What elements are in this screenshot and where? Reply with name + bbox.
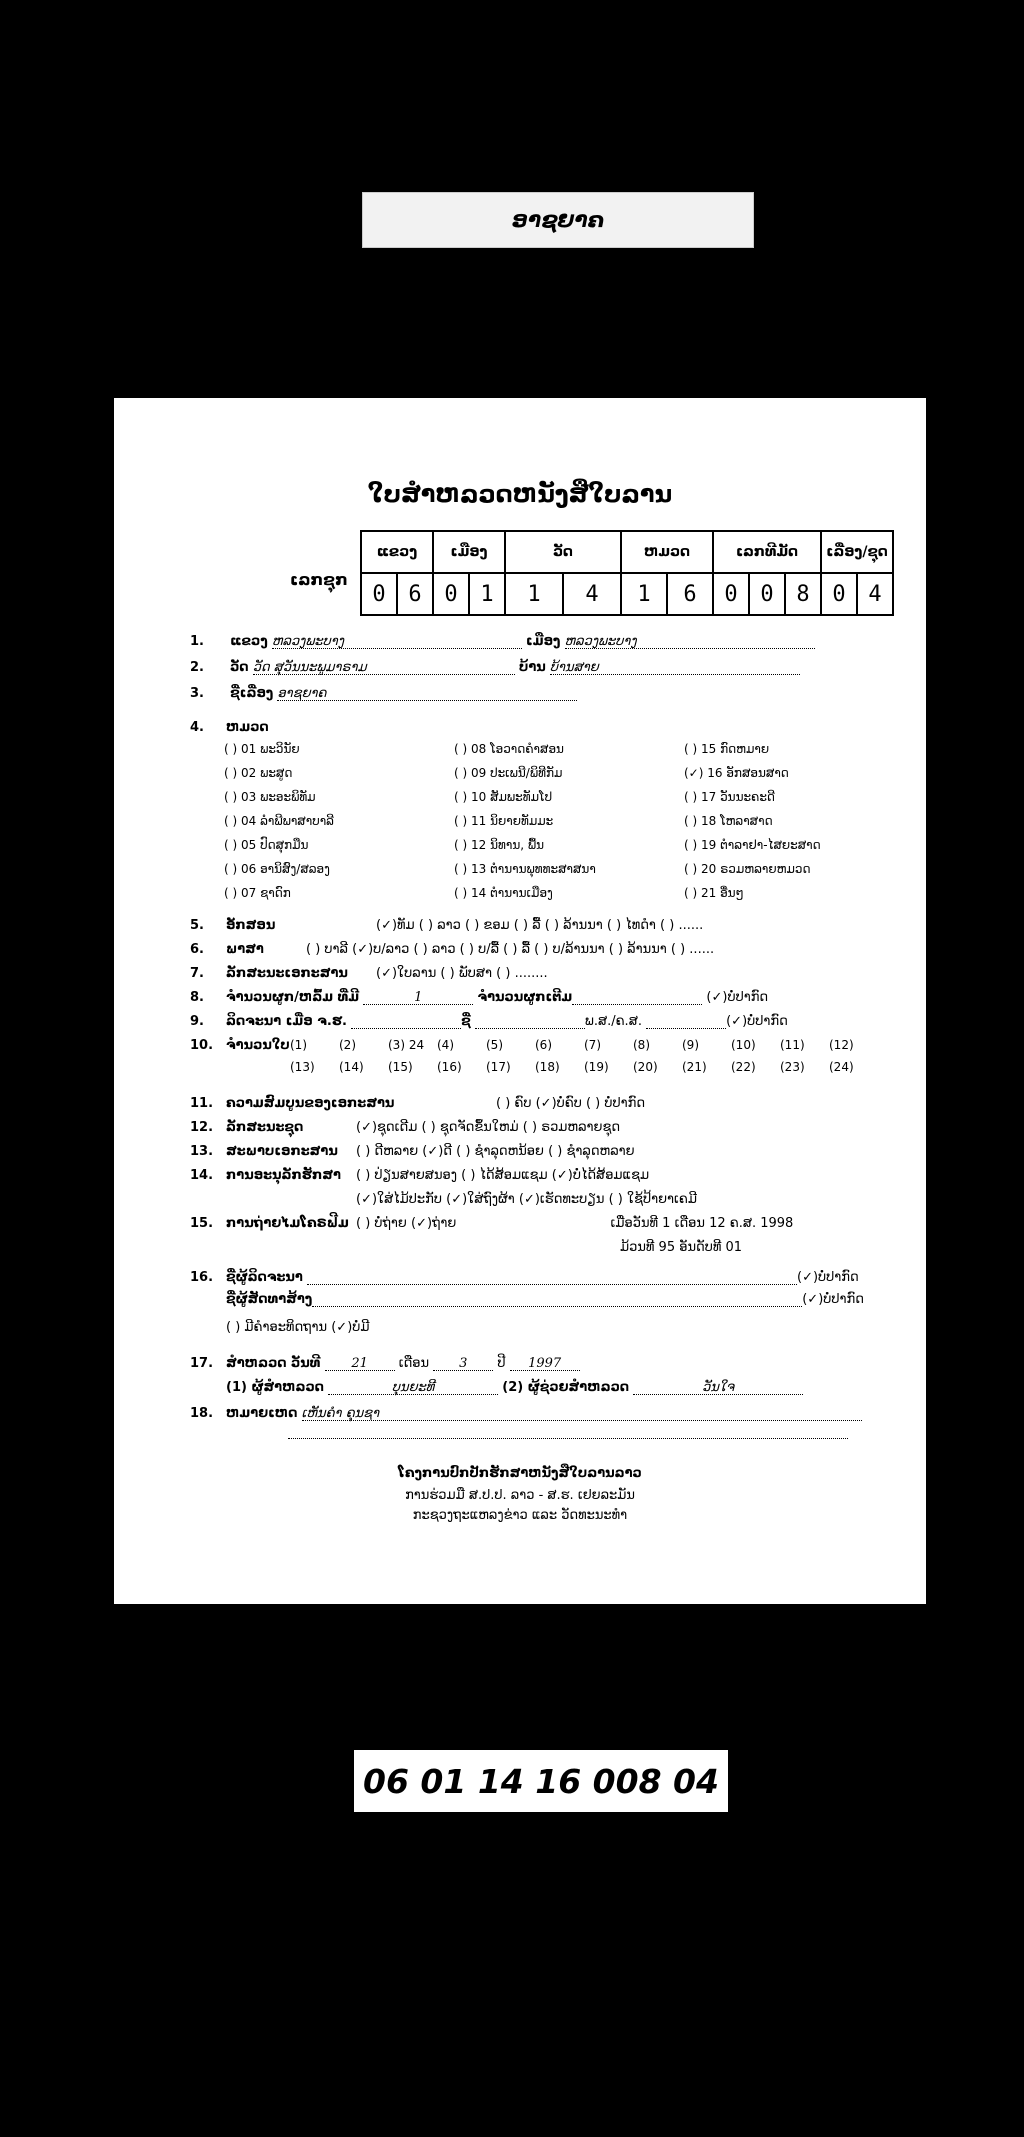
leaf-count-cell: (1) (290, 1038, 307, 1052)
category-item: ( ) 14 ຕຳນານເມືອງ (454, 886, 553, 900)
leaf-count-cell: (10) (731, 1038, 756, 1052)
category-item: ( ) 18 ໂຫລາສາດ (684, 814, 773, 828)
footer-line-1: ໂຄງການປົກປັກຮັກສາຫນັງສືໃບລານລາວ (398, 1466, 642, 1481)
code-digit: 0 (361, 573, 397, 615)
province-value: ຫລວງພະບາງ (272, 634, 522, 649)
code-label: ເລກຊຸກ (290, 570, 348, 589)
code-digit: 4 (563, 573, 621, 615)
line-fascicles: 8. ຈຳນວນຜູກ/ຫລົ້ມ ທີ່ມີ 1 ຈຳນວນຜູກເຕີມ (✓)ບໍ່ປາກົດ (190, 990, 769, 1005)
code-digit: 1 (505, 573, 563, 615)
line-completeness: 11. ຄວາມສົມບູນຂອງເອກະສານ ( ) ຄົບ (✓)ບໍ່ຄົບ ( ) ບໍ່ປາກົດ (190, 1096, 646, 1111)
village-value: ບ້ານສາຍ (550, 660, 800, 675)
category-item: ( ) 02 ພະສູດ (224, 766, 293, 780)
category-item: (✓) 16 ອັກສອນສາດ (684, 766, 789, 780)
line-sponsor: ຊື່ຜູ້ສັດທາສ້າງ (✓)ບໍ່ປາກົດ (226, 1292, 864, 1307)
code-header: ເລກທີມັດ (713, 531, 821, 573)
category-item: ( ) 03 ພະອະພິທັມ (224, 790, 316, 804)
category-item: ( ) 06 ອານິສົງ/ສລອງ (224, 862, 330, 876)
line-date: 9. ລິດຈະນາ ເມື່ອ ຈ.ຮ. ຊື່ ພ.ສ./ຄ.ສ. (✓)ບໍ່ປາກົດ (190, 1014, 788, 1029)
leaf-count-cell: (5) (486, 1038, 503, 1052)
field-province: 1. ແຂວງ ຫລວງພະບາງ ເມືອງ ຫລວງພະບາງ (190, 634, 815, 649)
category-item: ( ) 15 ກົດຫມາຍ (684, 742, 770, 756)
leaf-count-cell: (17) (486, 1060, 511, 1074)
line-condition: 13. ສະພາບເອກະສານ ( ) ດີຫລາຍ (✓)ດີ ( ) ຊຳລຸດຫນ້ອຍ ( ) ຊຳລຸດຫລາຍ (190, 1144, 635, 1159)
leaf-count-cell: (11) (780, 1038, 805, 1052)
temple-value: ວັດ ສຸວັນນະພູມາຣາມ (253, 660, 515, 675)
leaf-count-cell: (15) (388, 1060, 413, 1074)
leaf-count-cell: (7) (584, 1038, 601, 1052)
code-digit: 0 (433, 573, 469, 615)
line-language: 6. ພາສາ ( ) ບາລີ (✓)ບ/ລາວ ( ) ລາວ ( ) ບ/ລື້ ( ) ລື້ ( ) ບ/ລ້ານນາ ( ) ລ້ານນາ ( ) ...... (190, 942, 715, 957)
line-leaves: 10. ຈຳນວນໃບ (190, 1038, 290, 1053)
code-digit: 1 (469, 573, 505, 615)
code-header: ຫມວດ (621, 531, 713, 573)
field-title: 3. ຊື່ເລື່ອງ ອາຊຍາຄ (190, 686, 577, 701)
line-survey-date: 17. ສຳຫລວດ ວັນທີ 21 ເດືອນ 3 ປີ 1997 (190, 1356, 580, 1371)
leaf-count-cell: (12) (829, 1038, 854, 1052)
code-digit: 8 (785, 573, 821, 615)
leaf-count-cell: (13) (290, 1060, 315, 1074)
category-item: ( ) 05 ປົດສຸກມືນ (224, 838, 309, 852)
line-conservation-2: (✓)ໃສ່ໄມ້ປະກັບ (✓)ໃສ່ຖົງຜ້າ (✓)ເຮັດທະບຽນ ( ) ໃຊ້ປ້າຍາເຄມີ (356, 1192, 698, 1207)
document-title-label: ອາຊຍາຄ (362, 192, 754, 248)
code-digit: 6 (667, 573, 713, 615)
remarks-line (288, 1438, 848, 1439)
code-header: ເລື່ອງ/ຊຸດ (821, 531, 893, 573)
code-table (360, 530, 894, 616)
footer-line-3: ກະຊວງຖະແຫລງຂ່າວ ແລະ ວັດທະນະທຳ (412, 1508, 628, 1523)
code-digit: 4 (857, 573, 893, 615)
code-digit: 6 (397, 573, 433, 615)
code-digit: 0 (821, 573, 857, 615)
code-digit: 0 (713, 573, 749, 615)
survey-form-sheet (114, 398, 926, 1604)
category-item: ( ) 19 ຕຳລາຢາ-ໄສຍະສາດ (684, 838, 821, 852)
leaf-count-cell: (16) (437, 1060, 462, 1074)
code-digit: 0 (749, 573, 785, 615)
line-scribe: 16. ຊື່ຜູ້ລິດຈະນາ (✓)ບໍ່ປາກົດ (190, 1270, 859, 1285)
leaf-count-cell: (2) (339, 1038, 356, 1052)
category-item: ( ) 08 ໂອວາດຄຳສອນ (454, 742, 564, 756)
leaf-count-cell: (19) (584, 1060, 609, 1074)
line-prayer: ( ) ມີຄຳອະທິດຖານ (✓)ບໍ່ມີ (226, 1320, 370, 1335)
line-material: 7. ລັກສະນະເອກະສານ (✓)ໃບລານ ( ) ພັບສາ ( ) ........ (190, 966, 548, 981)
leaf-count-cell: (20) (633, 1060, 658, 1074)
category-item: ( ) 07 ຊາດົກ (224, 886, 291, 900)
line-microfilm: 15. ການຖ່າຍໄມໂຄຣຟີມ ( ) ບໍ່ຖ່າຍ (✓)ຖ່າຍ ເມື່ອວັນທີ 1 ເດືອນ 12 ຄ.ສ. 1998 (190, 1216, 794, 1231)
category-item: ( ) 11 ນິຍາຍທັມມະ (454, 814, 554, 828)
leaf-count-cell: (8) (633, 1038, 650, 1052)
leaf-count-cell: (22) (731, 1060, 756, 1074)
line-script: 5. ອັກສອນ (✓)ທັມ ( ) ລາວ ( ) ຂອມ ( ) ລື້ ( ) ລ້ານນາ ( ) ໄທດຳ ( ) ...... (190, 918, 704, 933)
category-item: ( ) 13 ຕຳນານພຸທທະສາສນາ (454, 862, 596, 876)
category-item: ( ) 04 ລຳພີພາສາບາລີ (224, 814, 334, 828)
leaf-count-cell: (6) (535, 1038, 552, 1052)
category-item: ( ) 09 ປະເພນີ/ພິທີກັມ (454, 766, 563, 780)
line-microfilm-roll: ມ້ວນທີ 95 ອັນດັບທີ 01 (620, 1240, 743, 1255)
code-header: ວັດ (505, 531, 621, 573)
title-value: ອາຊຍາຄ (277, 686, 577, 701)
line-surveyors: (1) ຜູ້ສຳຫລວດ ບຸນຍະທີ (2) ຜູ້ຊ່ວຍສຳຫລວດ ວັນໃຈ (226, 1380, 803, 1395)
line-remarks: 18. ຫມາຍເຫດ ເຫັນຄຳ ຄຸນຊາ (190, 1406, 862, 1421)
line-conservation: 14. ການອະນຸລັກຮັກສາ ( ) ປ່ຽນສາຍສນອງ ( ) ໄດ້ສ້ອມແຊມ (✓)ບໍ່ໄດ້ສ້ອມແຊມ (190, 1168, 650, 1183)
code-digit: 1 (621, 573, 667, 615)
leaf-count-cell: (14) (339, 1060, 364, 1074)
leaf-count-cell: (3) 24 (388, 1038, 425, 1052)
code-header: ແຂວງ (361, 531, 433, 573)
section-category: 4. ຫມວດ (190, 720, 269, 735)
category-item: ( ) 10 ສັມພະທັມໂປ (454, 790, 553, 804)
field-temple: 2. ວັດ ວັດ ສຸວັນນະພູມາຣາມ ບ້ານ ບ້ານສາຍ (190, 660, 800, 675)
category-item: ( ) 01 ພະວິນັຍ (224, 742, 300, 756)
leaf-count-cell: (21) (682, 1060, 707, 1074)
line-set: 12. ລັກສະນະຊຸດ (✓)ຊຸດເດີມ ( ) ຊຸດຈັດຂຶ້ນໃຫມ່ ( ) ຣວມຫລາຍຊຸດ (190, 1120, 621, 1135)
category-item: ( ) 21 ອື່ນໆ (684, 886, 744, 900)
form-title: ໃບສຳຫລວດຫນັງສືໃບລານ (367, 480, 673, 508)
footer-line-2: ການຮ່ວມມື ສ.ປ.ປ. ລາວ - ສ.ຮ. ເຢຍລະມັນ (405, 1488, 635, 1503)
code-header: ເມືອງ (433, 531, 505, 573)
leaf-count-cell: (23) (780, 1060, 805, 1074)
leaf-count-cell: (9) (682, 1038, 699, 1052)
district-value: ຫລວງພະບາງ (565, 634, 815, 649)
category-item: ( ) 20 ຣວມຫລາຍຫມວດ (684, 862, 811, 876)
leaf-count-cell: (24) (829, 1060, 854, 1074)
leaf-count-cell: (4) (437, 1038, 454, 1052)
bottom-code-strip: 06 01 14 16 008 04 (354, 1750, 728, 1812)
category-item: ( ) 17 ວັນນະຄະດີ (684, 790, 775, 804)
category-item: ( ) 12 ນິທານ, ພື້ນ (454, 838, 544, 852)
leaf-count-cell: (18) (535, 1060, 560, 1074)
